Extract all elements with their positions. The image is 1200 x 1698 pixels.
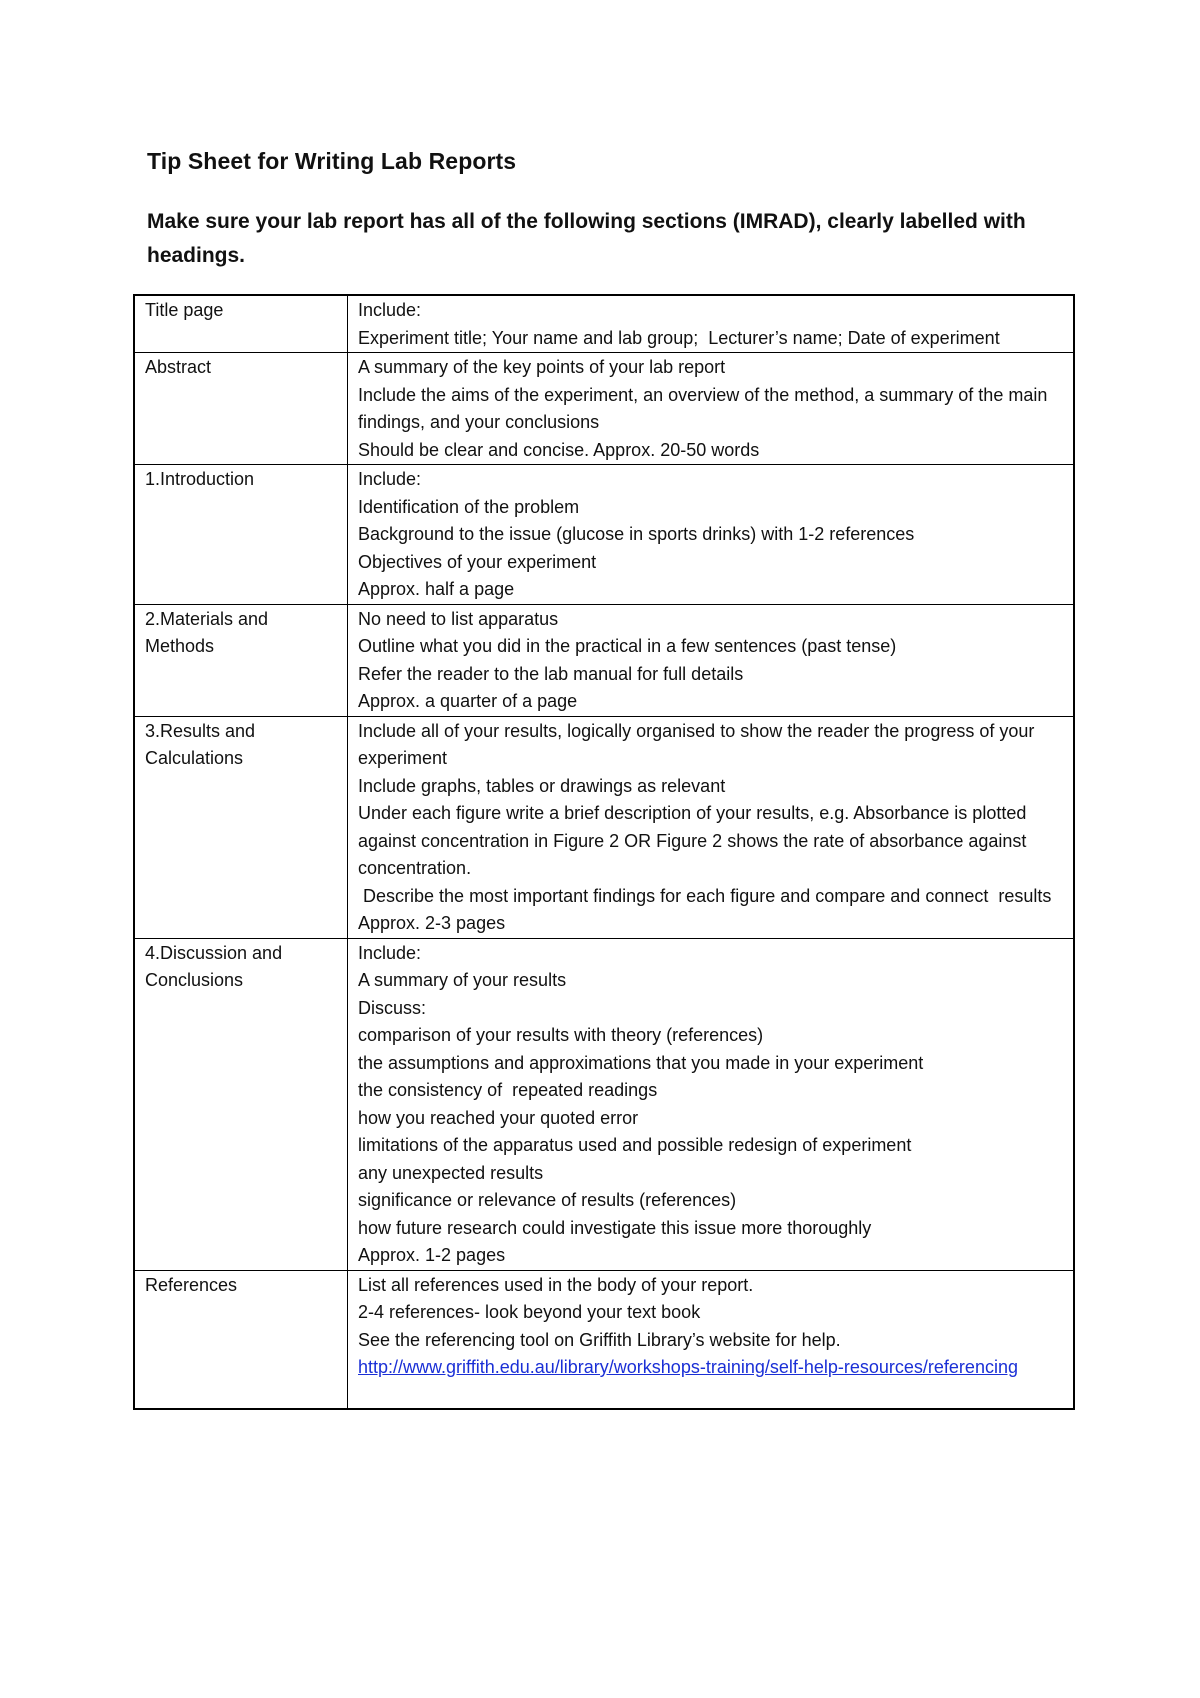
content-line: Under each figure write a brief description of your results, e.g. Absorbance is plotted against concentration in Figure 2 OR Figure 2 shows the rate of absorbance against concentration. xyxy=(358,803,1032,878)
section-name-line: 2.Materials and xyxy=(145,608,269,629)
content-line: Should be clear and concise. Approx. 20-50 words xyxy=(358,439,760,460)
content-line: Discuss: xyxy=(358,997,427,1018)
content-line: how future research could investigate this issue more thoroughly xyxy=(358,1217,872,1238)
sections-table-body xyxy=(134,295,1074,1409)
section-name-line: Calculations xyxy=(145,748,244,768)
section-name-line: 1.Introduction xyxy=(145,469,255,489)
section-name-cell xyxy=(134,1270,348,1409)
section-name-line: Title page xyxy=(145,300,224,320)
section-content-cell xyxy=(348,1270,1075,1409)
section-name-cell xyxy=(134,295,348,353)
content-line: Approx. 2-3 pages xyxy=(358,913,506,933)
section-name-line: References xyxy=(145,1274,238,1295)
content-line: significance or relevance of results (references) xyxy=(358,1190,737,1210)
page-title: Tip Sheet for Writing Lab Reports xyxy=(147,148,517,174)
content-line: Include all of your results, logically organised to show the reader the progress of your experiment xyxy=(358,720,1040,768)
content-line: the assumptions and approximations that you made in your experiment xyxy=(358,1052,924,1073)
section-content-cell xyxy=(348,604,1075,716)
content-line: Refer the reader to the lab manual for full details xyxy=(358,663,744,684)
section-name-cell xyxy=(134,604,348,716)
content-line: Background to the issue (glucose in sports drinks) with 1-2 references xyxy=(358,524,915,544)
section-name-cell xyxy=(134,465,348,605)
content-line: Include the aims of the experiment, an overview of the method, a summary of the main findings, and your conclusions xyxy=(358,384,1053,432)
section-content-cell xyxy=(348,716,1075,938)
section-name-line: Conclusions xyxy=(145,970,244,990)
content-line: Approx. 1-2 pages xyxy=(358,1245,506,1265)
content-line: Include graphs, tables or drawings as relevant xyxy=(358,775,726,796)
content-line: Include: xyxy=(358,469,422,489)
content-line: No need to list apparatus xyxy=(358,608,559,629)
table-row xyxy=(134,353,1074,465)
content-line: A summary of the key points of your lab report xyxy=(358,357,726,377)
table-row xyxy=(134,604,1074,716)
table-row xyxy=(134,938,1074,1270)
table-row xyxy=(134,465,1074,605)
content-line: Approx. half a page xyxy=(358,579,515,599)
content-line: Outline what you did in the practical in a few sentences (past tense) xyxy=(358,636,897,656)
intro-paragraph: Make sure your lab report has all of the following sections (IMRAD), clearly labelled with headings. xyxy=(147,210,1026,267)
section-name-cell xyxy=(134,716,348,938)
section-name-cell xyxy=(134,938,348,1270)
content-line: A summary of your results xyxy=(358,970,567,990)
section-name-cell xyxy=(134,353,348,465)
content-line: Approx. a quarter of a page xyxy=(358,691,578,711)
table-row xyxy=(134,295,1074,353)
content-line: List all references used in the body of your report. xyxy=(358,1274,754,1295)
section-content-cell xyxy=(348,353,1075,465)
content-line: Describe the most important findings for each figure and compare and connect results xyxy=(358,885,1052,906)
table-row xyxy=(134,716,1074,938)
content-line: comparison of your results with theory (references) xyxy=(358,1025,764,1045)
section-name-line: 4.Discussion and xyxy=(145,942,283,963)
content-line: See the referencing tool on Griffith Library’s website for help. xyxy=(358,1329,841,1350)
referencing-tool-link[interactable]: http://www.griffith.edu.au/library/workshops-training/self-help-resources/referencing xyxy=(358,1357,1018,1377)
content-line: Objectives of your experiment xyxy=(358,551,597,572)
content-line: Include: xyxy=(358,942,422,963)
section-content-cell xyxy=(348,465,1075,605)
section-name-line: Abstract xyxy=(145,357,212,377)
section-name-line: 3.Results and xyxy=(145,720,256,741)
content-line: Include: xyxy=(358,300,422,320)
content-line: Identification of the problem xyxy=(358,496,580,517)
content-line: how you reached your quoted error xyxy=(358,1107,639,1128)
section-name-line: Methods xyxy=(145,636,215,656)
sections-table xyxy=(133,294,1075,1410)
section-content-cell xyxy=(348,295,1075,353)
content-line: 2-4 references- look beyond your text book xyxy=(358,1302,701,1322)
table-row-references xyxy=(134,1270,1074,1409)
content-line: the consistency of repeated readings xyxy=(358,1080,658,1100)
content-line: any unexpected results xyxy=(358,1162,544,1183)
content-line: Experiment title; Your name and lab group; Lecturer’s name; Date of experiment xyxy=(358,327,1000,348)
section-content-cell xyxy=(348,938,1075,1270)
content-line: limitations of the apparatus used and possible redesign of experiment xyxy=(358,1135,912,1155)
